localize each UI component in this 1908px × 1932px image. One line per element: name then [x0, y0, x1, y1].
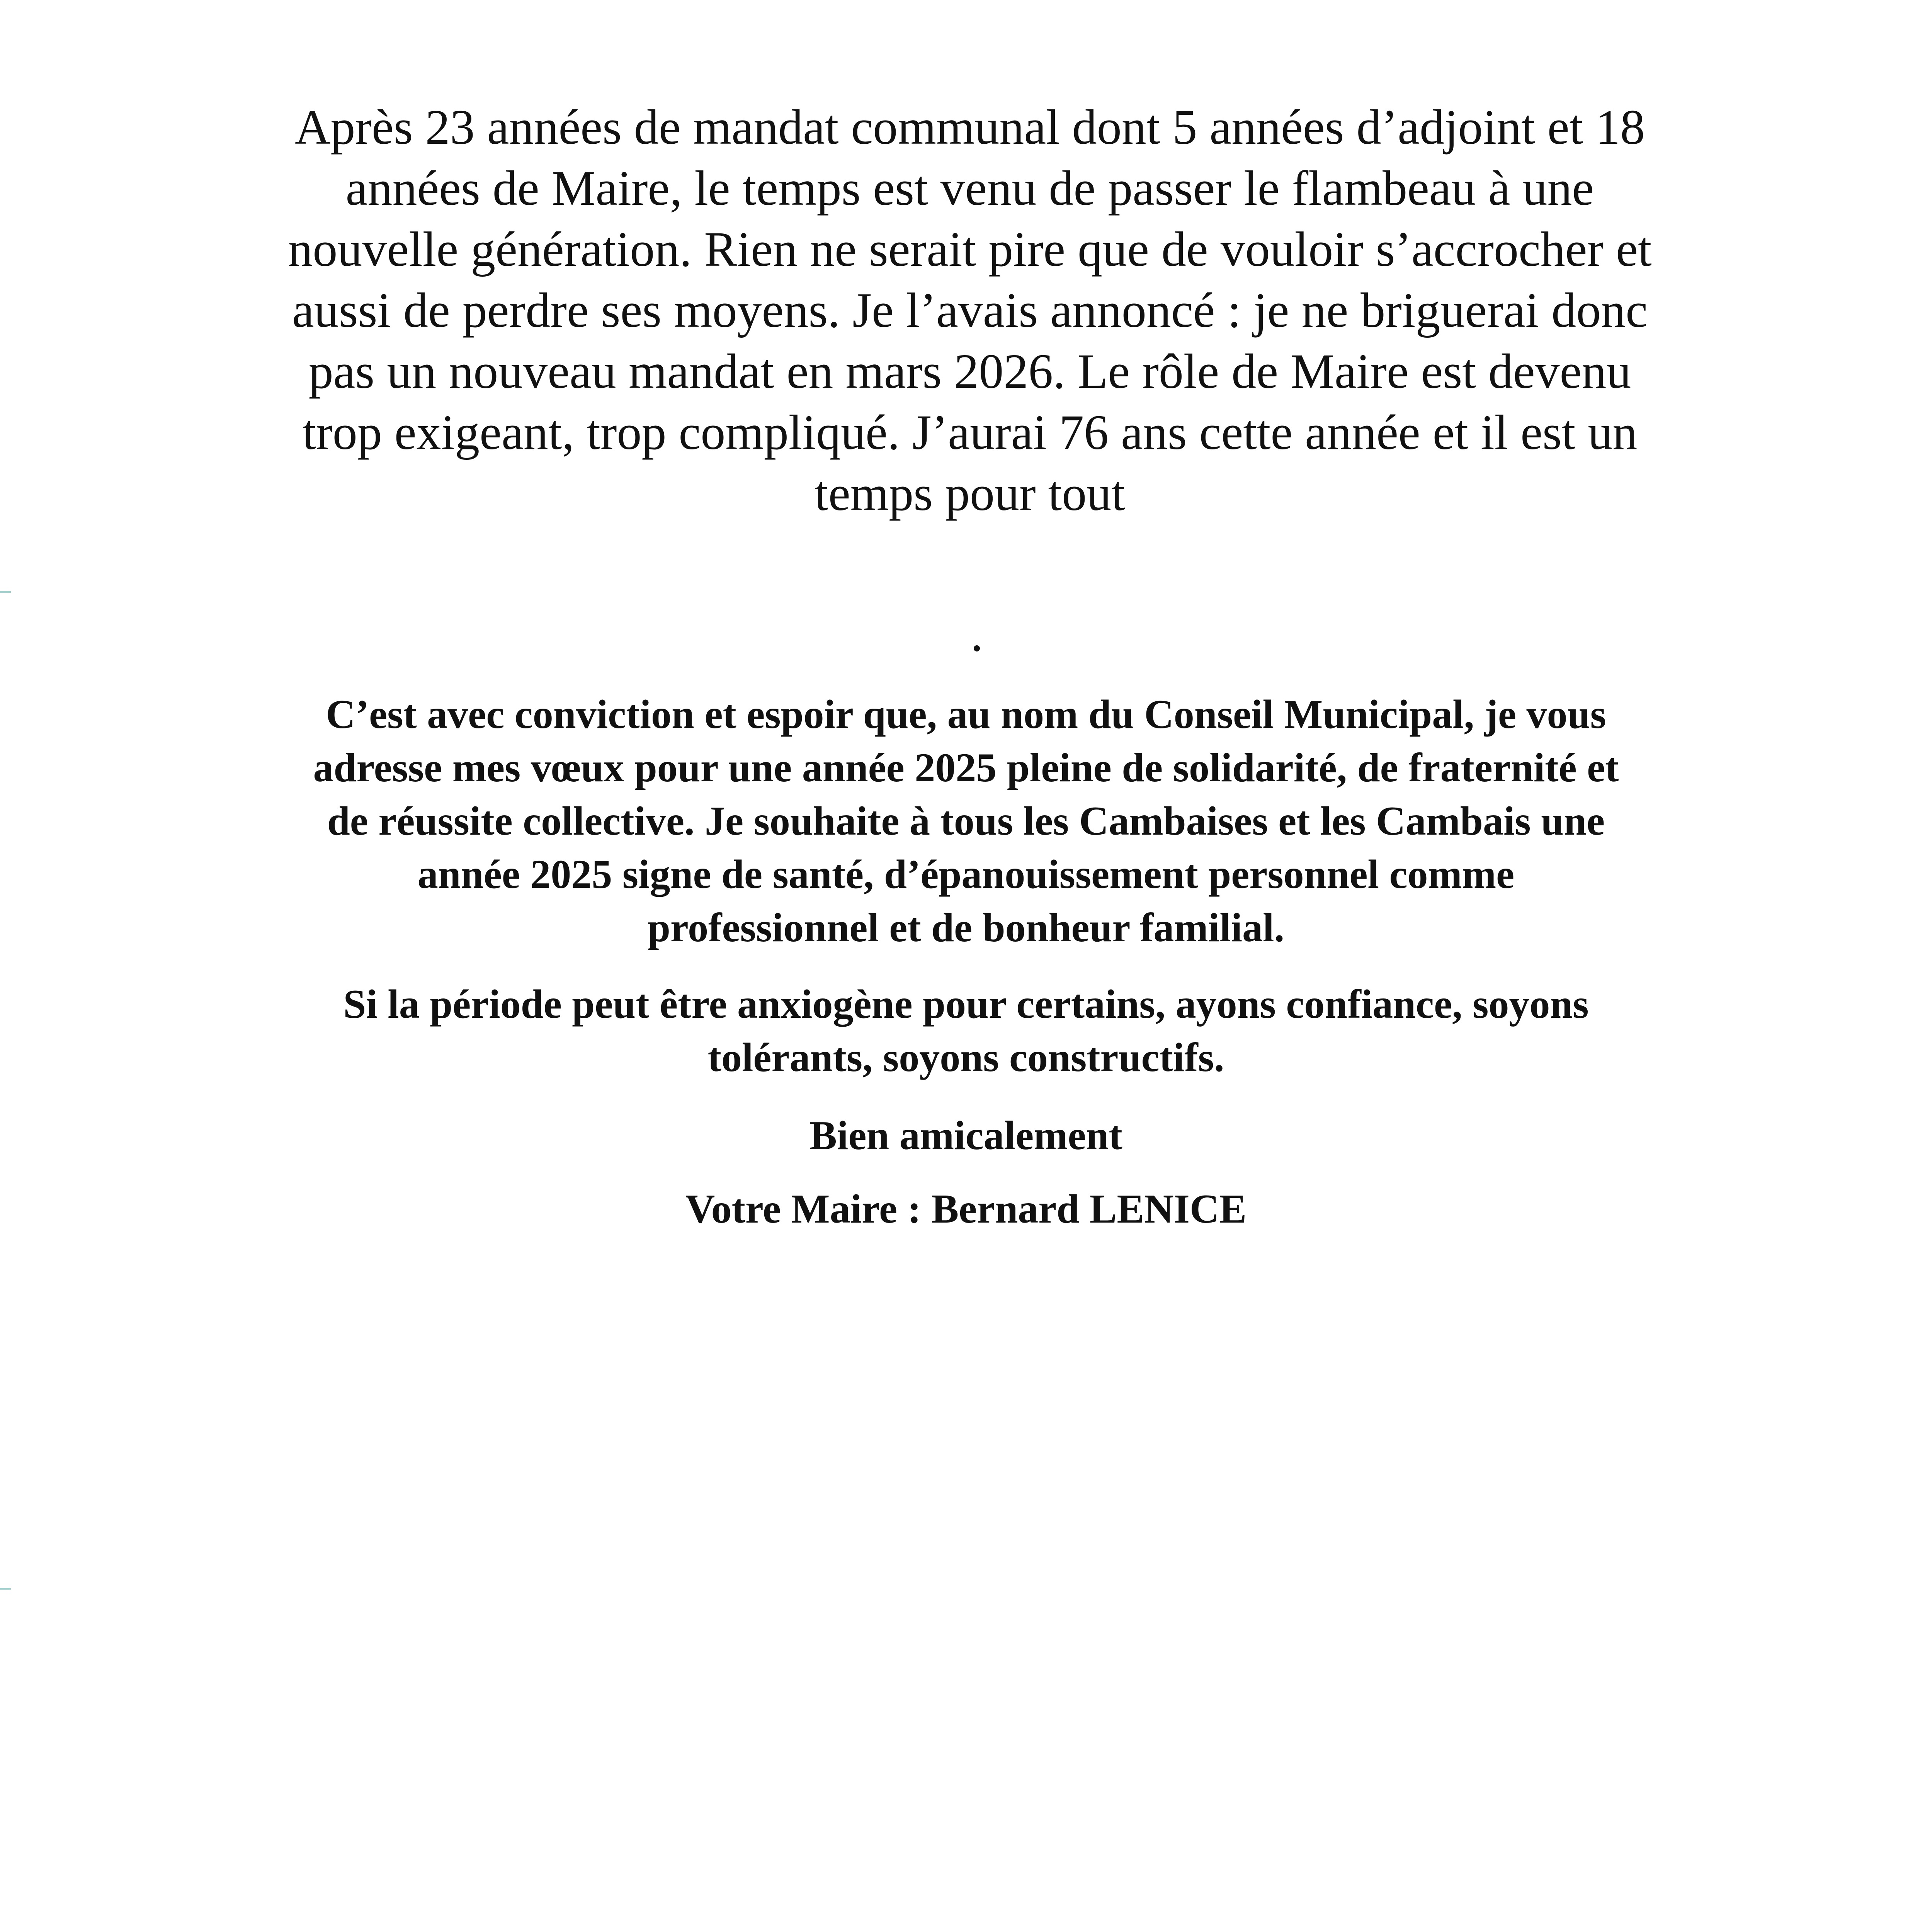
wishes-line: de réussite collective. Je souhaite à tous les Cambaises et les Cambais une — [327, 798, 1605, 844]
encouragement-line: Si la période peut être anxiogène pour certains, ayons confiance, soyons — [343, 981, 1589, 1027]
intro-line: Après 23 années de mandat communal dont 5 années d’adjoint et 18 — [294, 100, 1645, 155]
intro-line: pas un nouveau mandat en mars 2026. Le rôle de Maire est devenu — [308, 344, 1631, 399]
wishes-line: professionnel et de bonheur familial. — [647, 905, 1285, 950]
intro-line: temps pour tout — [815, 466, 1125, 521]
wishes-paragraph — [193, 688, 1739, 954]
scan-edge-mark — [0, 1588, 11, 1590]
scan-edge-mark — [0, 591, 11, 593]
encouragement-paragraph — [193, 978, 1739, 1084]
wishes-line: adresse mes vœux pour une année 2025 pleine de solidarité, de fraternité et — [313, 745, 1619, 790]
intro-line: années de Maire, le temps est venu de passer le flambeau à une — [345, 161, 1594, 216]
intro-line: nouvelle génération. Rien ne serait pire que de vouloir s’accrocher et — [288, 222, 1652, 277]
wishes-line: C’est avec conviction et espoir que, au nom du Conseil Municipal, je vous — [326, 692, 1606, 737]
intro-line: aussi de perdre ses moyens. Je l’avais annoncé : je ne briguerai donc — [292, 283, 1648, 338]
encouragement-line: tolérants, soyons constructifs. — [707, 1035, 1224, 1080]
stray-dot — [974, 645, 980, 651]
intro-paragraph — [216, 97, 1723, 524]
closing-salutation: Bien amicalement — [809, 1113, 1122, 1158]
wishes-line: année 2025 signe de santé, d’épanouissement personnel comme — [417, 852, 1515, 897]
mayor-signature: Votre Maire : Bernard LENICE — [685, 1186, 1247, 1231]
intro-line: trop exigeant, trop compliqué. J’aurai 76 ans cette année et il est un — [302, 405, 1638, 460]
